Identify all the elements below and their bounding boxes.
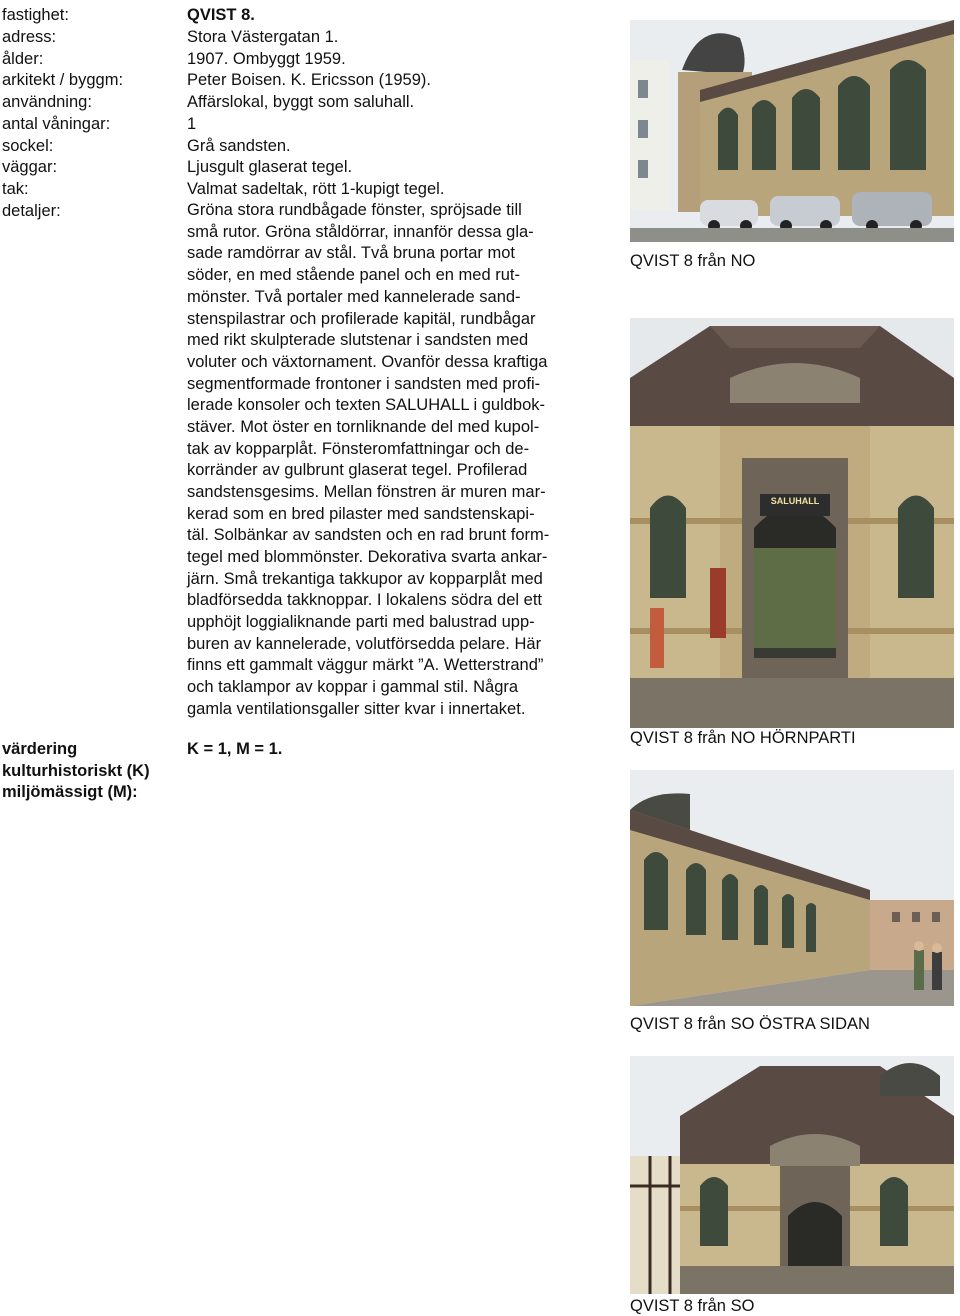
details-line: voluter och växtornament. Ovanför dessa kraftiga bbox=[187, 353, 548, 371]
field-value-tak: Valmat sadeltak, rött 1-kupigt tegel. bbox=[187, 180, 445, 198]
details-line: buren av kannelerade, volutförsedda pelare. Här bbox=[187, 635, 542, 653]
details-line: med rikt skulpterade slutstenar i sandsten med bbox=[187, 331, 529, 349]
photo-from-no bbox=[630, 20, 954, 242]
details-line: sandstensgesims. Mellan fönstren är muren mar- bbox=[187, 483, 546, 501]
details-line: och taklampor av koppar i gammal stil. Några bbox=[187, 678, 519, 696]
field-label-adress: adress: bbox=[2, 28, 57, 46]
field-value-anvandning: Affärslokal, byggt som saluhall. bbox=[187, 93, 415, 111]
photo-from-so bbox=[630, 1056, 954, 1294]
field-value-adress: Stora Västergatan 1. bbox=[187, 28, 339, 46]
field-value-arkitekt: Peter Boisen. K. Ericsson (1959). bbox=[187, 71, 431, 89]
details-line: stäver. Mot öster en tornliknande del med kupol- bbox=[187, 418, 540, 436]
details-line: söder, en med stående panel och en med rut- bbox=[187, 266, 520, 284]
field-value-fastighet: QVIST 8. bbox=[187, 6, 255, 24]
field-value-antal-vaningar: 1 bbox=[187, 115, 197, 133]
details-line: små rutor. Gröna ståldörrar, innanför dessa gla- bbox=[187, 223, 534, 241]
details-line: gamla ventilationsgaller sitter kvar i innertaket. bbox=[187, 700, 526, 718]
field-label-alder: ålder: bbox=[2, 50, 44, 68]
field-value-vaggar: Ljusgult glaserat tegel. bbox=[187, 158, 353, 176]
valuation-label-line1: värdering bbox=[2, 740, 78, 758]
details-line: kerad som en bred pilaster med sandstenskapi- bbox=[187, 505, 535, 523]
saluhall-sign-text: SALUHALL bbox=[770, 496, 820, 506]
field-label-detaljer: detaljer: bbox=[2, 202, 61, 220]
details-line: Gröna stora rundbågade fönster, spröjsade till bbox=[187, 201, 522, 219]
details-line: tegel med blommönster. Dekorativa svarta ankar- bbox=[187, 548, 548, 566]
details-line: lerade konsoler och texten SALUHALL i guldbok- bbox=[187, 396, 546, 414]
field-value-alder: 1907. Ombyggt 1959. bbox=[187, 50, 346, 68]
valuation-label-line2: kulturhistoriskt (K) bbox=[2, 762, 150, 780]
photo-caption: QVIST 8 från SO bbox=[630, 1297, 755, 1315]
details-line: finns ett gammalt väggur märkt ”A. Wetterstrand” bbox=[187, 656, 544, 674]
field-value-sockel: Grå sandsten. bbox=[187, 137, 291, 155]
valuation-label-line3: miljömässigt (M): bbox=[2, 783, 138, 801]
details-line: segmentformade frontoner i sandsten med profi- bbox=[187, 375, 541, 393]
details-line: täl. Solbänkar av sandsten och en rad brunt form- bbox=[187, 526, 550, 544]
field-label-tak: tak: bbox=[2, 180, 29, 198]
field-label-sockel: sockel: bbox=[2, 137, 54, 155]
details-line: sade ramdörrar av stål. Två bruna portar mot bbox=[187, 244, 516, 262]
field-label-antal-vaningar: antal våningar: bbox=[2, 115, 111, 133]
details-line: stenspilastrar och profilerade kapitäl, rundbågar bbox=[187, 310, 536, 328]
details-line: mönster. Två portaler med kannelerade sand- bbox=[187, 288, 521, 306]
valuation-value: K = 1, M = 1. bbox=[187, 740, 283, 758]
details-line: bladförsedda takknoppar. I lokalens södra del ett bbox=[187, 591, 542, 609]
photo-caption: QVIST 8 från SO ÖSTRA SIDAN bbox=[630, 1015, 870, 1033]
details-line: tak av kopparplåt. Fönsteromfattningar och de- bbox=[187, 440, 530, 458]
field-label-arkitekt: arkitekt / byggm: bbox=[2, 71, 124, 89]
photo-caption: QVIST 8 från NO bbox=[630, 252, 756, 270]
details-line: korränder av gulbrunt glaserat tegel. Profilerad bbox=[187, 461, 528, 479]
photo-from-so-ostra-sidan bbox=[630, 770, 954, 1006]
details-line: järn. Små trekantiga takkupor av kopparplåt med bbox=[187, 570, 543, 588]
field-label-anvandning: användning: bbox=[2, 93, 92, 111]
photo-from-no-hornparti bbox=[630, 318, 954, 728]
photo-caption: QVIST 8 från NO HÖRNPARTI bbox=[630, 729, 856, 747]
field-label-vaggar: väggar: bbox=[2, 158, 58, 176]
field-label-fastighet: fastighet: bbox=[2, 6, 69, 24]
details-line: upphöjt loggialiknande parti med balustrad upp- bbox=[187, 613, 535, 631]
